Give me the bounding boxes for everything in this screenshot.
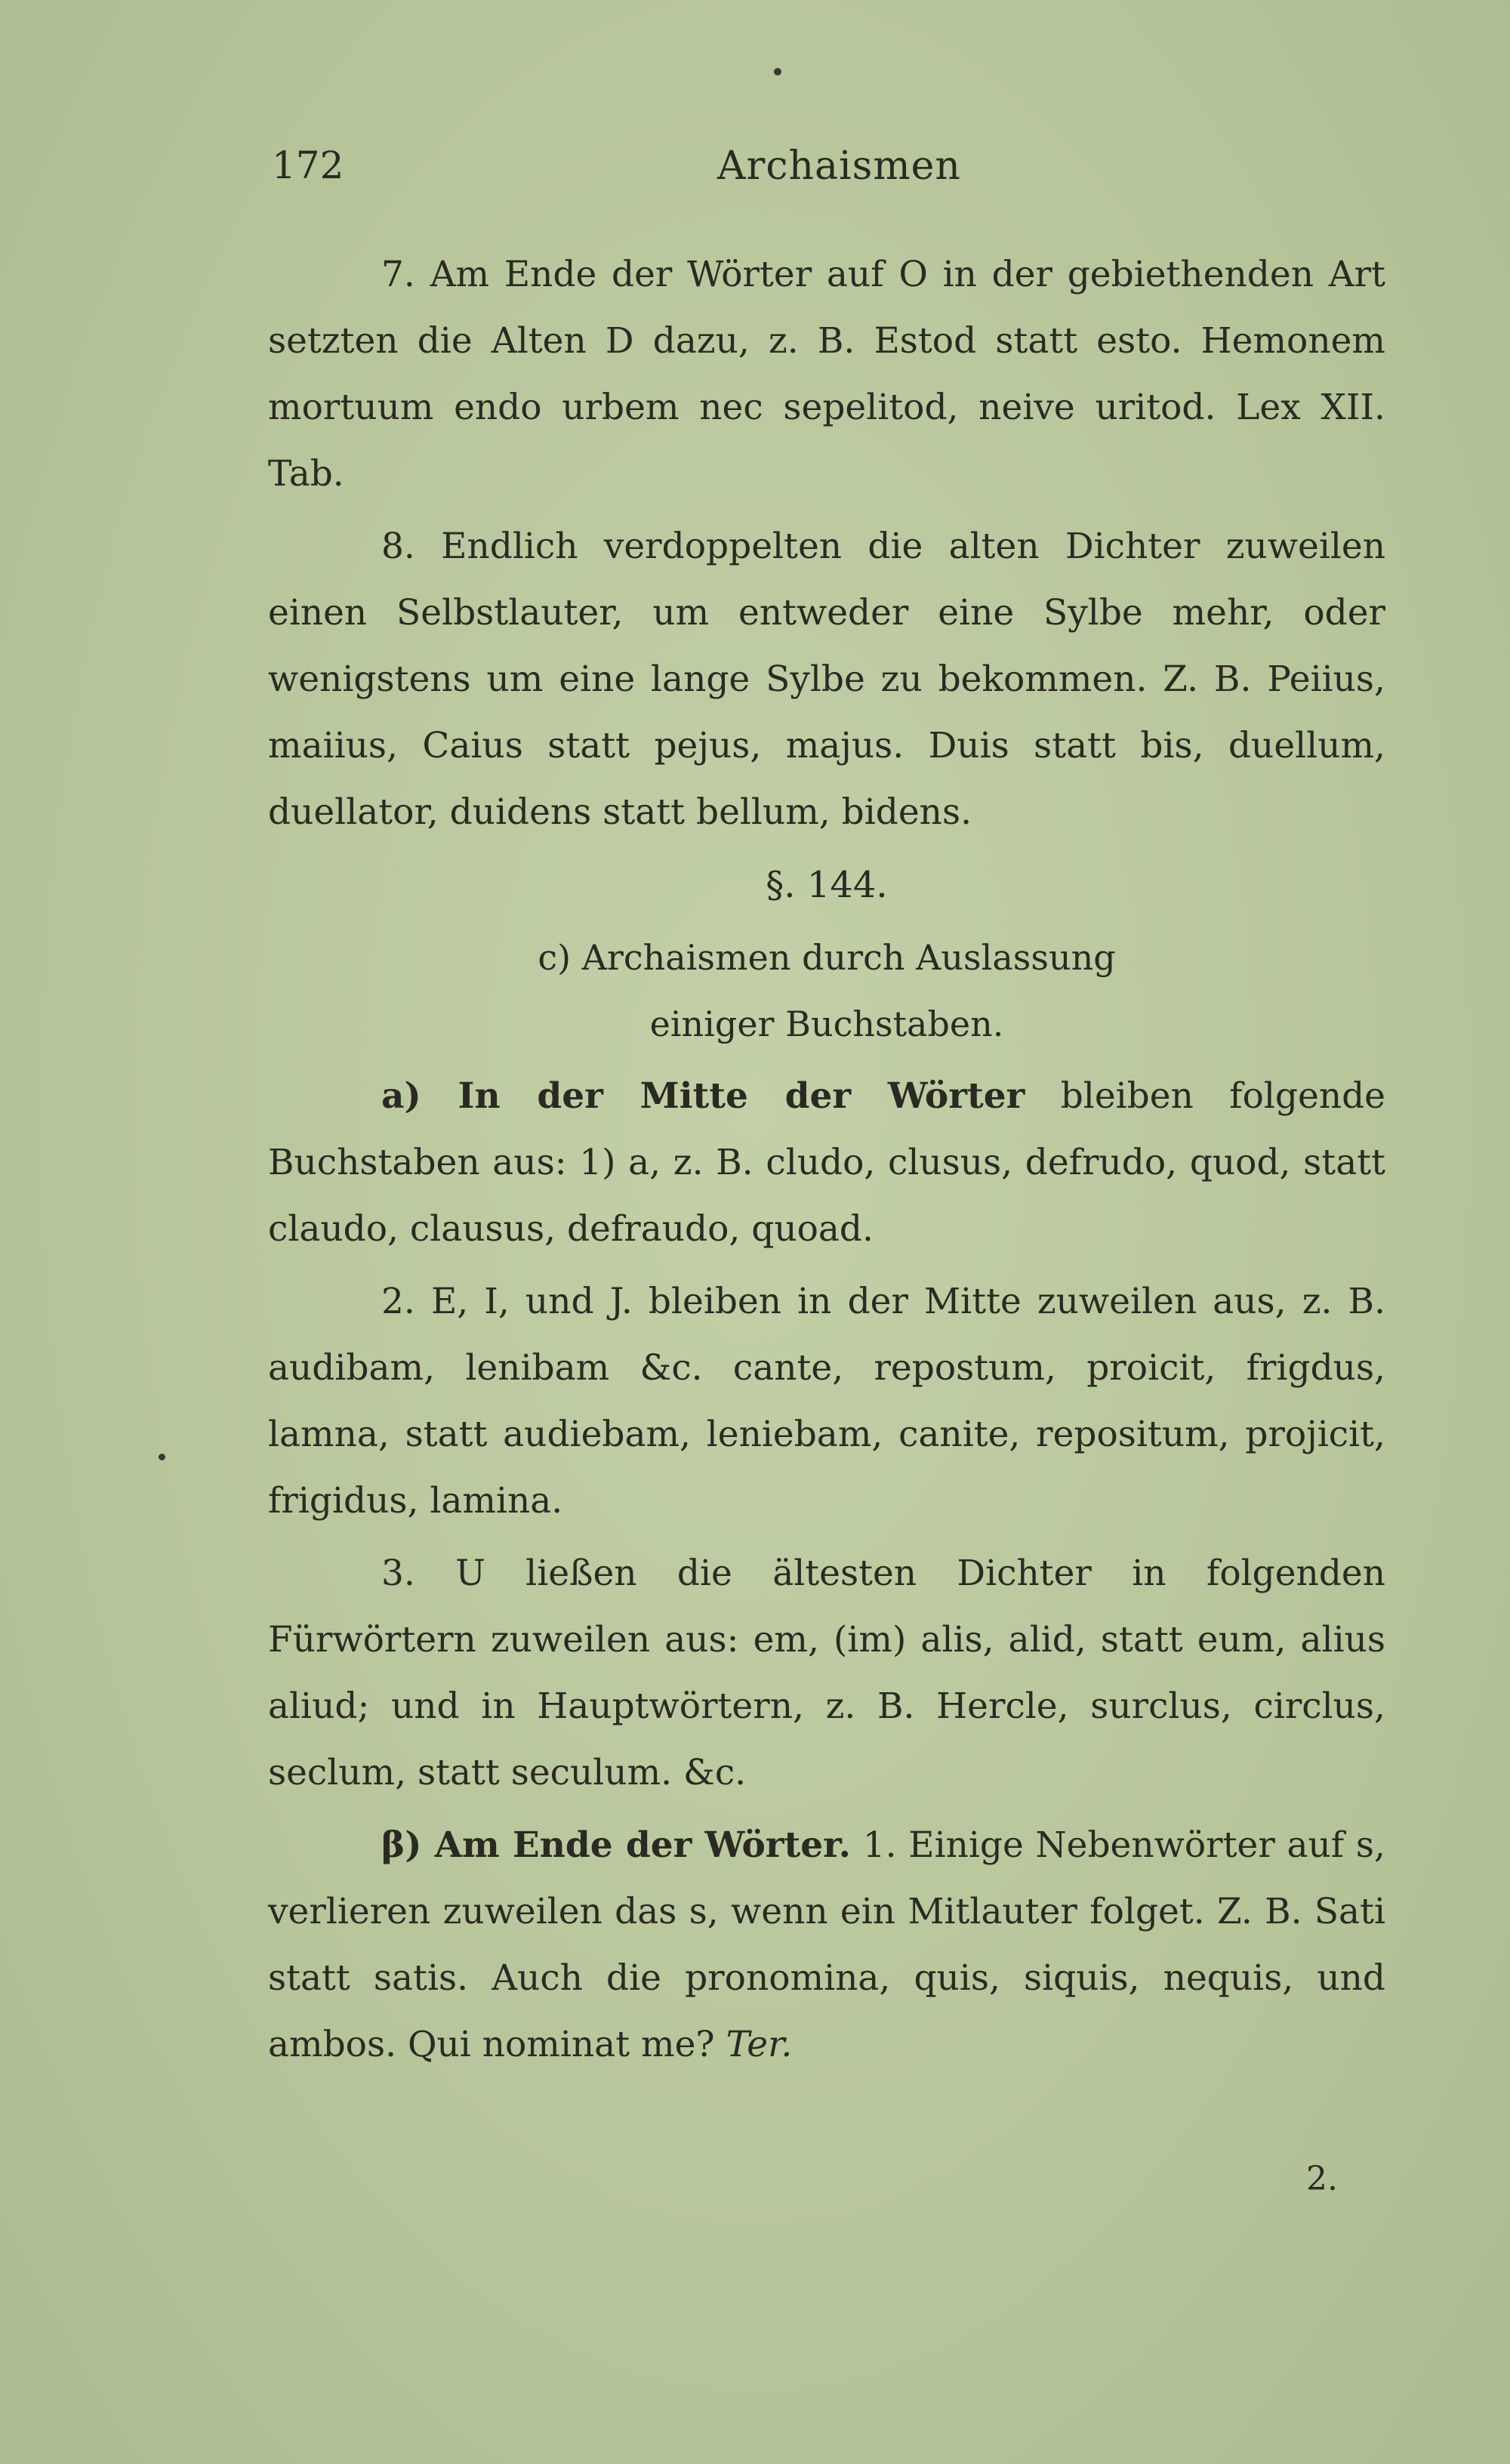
citation: Ter.	[726, 2024, 793, 2065]
paragraph-3: 3. U ließen die ältesten Dichter in folgenden Fürwörtern zuweilen aus: em, (im) alis, alid, statt eum, alius aliud; und in Hauptwörtern, z. B. Hercle, surclus, circlus, seclum, statt seculum. &c.	[268, 1553, 1385, 1793]
running-title: Archaismen	[717, 143, 961, 189]
catchword: 2.	[1306, 2160, 1338, 2198]
section-title-line-1: c) Archaismen durch Auslassung	[538, 937, 1116, 978]
page-number: 172	[272, 143, 344, 187]
alpha-text: bleiben folgende Buchstaben aus: 1) a, z. B. cludo, clusus, defrudo, quod, statt claudo, clausus, defraudo, quoad.	[268, 1075, 1385, 1250]
ink-speck	[159, 1454, 165, 1460]
paragraph-8: 8. Endlich verdoppelten die alten Dichter zuweilen einen Selbstlauter, um entweder eine Sylbe mehr, oder wenigstens um eine lange Sylbe zu bekommen. Z. B. Peiius, maiius, Caius statt pejus, majus. Duis statt bis, duellum, duellator, duidens statt bellum, bidens.	[268, 526, 1385, 833]
section-title-line-2: einiger Buchstaben.	[649, 1004, 1004, 1044]
beta-text: 1. Einige Nebenwörter auf s, verlieren zuweilen das s, wenn ein Mitlauter folget. Z. B. Sati statt satis. Auch die pronomina, quis, siquis, nequis, und ambos. Qui nominat me?	[268, 1824, 1385, 2065]
paragraph-alpha	[268, 1063, 1385, 1263]
beta-heading: β) Am Ende der Wörter.	[381, 1824, 851, 1866]
ink-speck	[774, 68, 781, 76]
body-text	[268, 242, 1385, 2084]
alpha-heading: a) In der Mitte der Wörter	[381, 1075, 1025, 1117]
paragraph-beta	[268, 1812, 1385, 2078]
section-number: §. 144.	[766, 864, 888, 906]
paragraph-7: 7. Am Ende der Wörter auf O in der gebiethenden Art setzten die Alten D dazu, z. B. Estod statt esto. Hemonem mortuum endo urbem nec sepelitod, neive uritod. Lex XII. Tab.	[268, 254, 1385, 495]
paragraph-2: 2. E, I, und J. bleiben in der Mitte zuweilen aus, z. B. audibam, lenibam &c. cante, repostum, proicit, frigdus, lamna, statt audiebam, leniebam, canite, repositum, projicit, frigidus, lamina.	[268, 1281, 1385, 1522]
page-header	[272, 143, 1359, 196]
